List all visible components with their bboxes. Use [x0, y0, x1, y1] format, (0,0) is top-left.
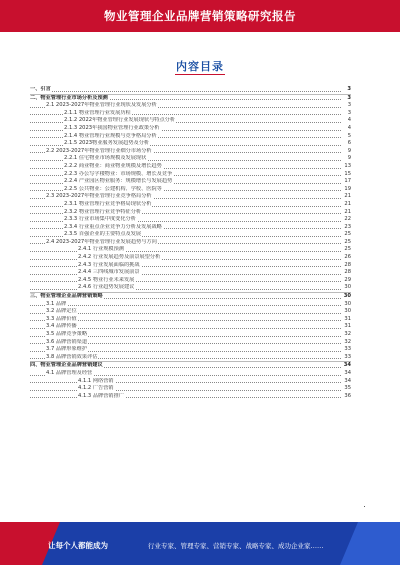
toc-entry[interactable]	[30, 231, 351, 239]
toc-entry-label: 4.1 品牌管理及经营	[46, 369, 93, 376]
toc-entry-page: 31	[342, 316, 351, 324]
toc-entry-label: 2.2.3 办公写字楼物业：市场规模、增长及竞争	[64, 170, 173, 177]
toc-entry-page: 32	[342, 331, 351, 339]
toc-entry-page: 25	[342, 239, 351, 247]
toc-entry[interactable]	[30, 292, 351, 301]
toc-entry-page: 13	[342, 163, 351, 171]
toc-entry-label: 2.4.2 行业发展趋势及前景展望分析	[78, 254, 161, 261]
toc-entry-label: 2.1 2023-2027年物业管理行业现状及发展分析	[46, 102, 157, 109]
toc-entry[interactable]	[30, 284, 351, 292]
toc-entry[interactable]	[30, 110, 351, 118]
toc-entry-page: 22	[342, 216, 351, 224]
toc-entry-label: 2.2.1 住宅物业市场规模及发展现状	[64, 155, 147, 162]
toc-entry-label: 2.3 2023-2027年物业管理行业竞争格局分析	[46, 193, 152, 200]
toc-entry-page: 34	[342, 378, 351, 386]
toc-entry-page: 33	[342, 354, 351, 362]
toc-leader-dots	[30, 390, 341, 391]
footer-roles: 行业专家、管理专家、营销专家、战略专家、成功企业家……	[148, 542, 324, 550]
toc-entry[interactable]	[30, 171, 351, 179]
toc-entry-label: 4.1.3 品牌营销推广	[78, 392, 124, 399]
toc-leader-dots	[30, 397, 341, 398]
toc-entry-page: 9	[342, 155, 351, 163]
toc-entry-label: 2.4.5 物业行业未来发展	[78, 276, 135, 283]
toc-entry-page: 21	[342, 209, 351, 217]
toc-entry-page: 30	[342, 308, 351, 316]
toc-entry[interactable]	[30, 331, 351, 339]
toc-entry-label: 2.2 2023-2027年物业管理行业细分市场分析	[46, 147, 152, 154]
toc-entry-label: 2.4 2023-2027年物业管理行业发展趋势与方向	[46, 238, 157, 245]
toc-entry-page: 6	[342, 140, 351, 148]
toc-leader-dots	[30, 274, 341, 275]
toc-entry-page: 3	[342, 102, 351, 110]
toc-entry-label: 2.4.4 三四线城市发展前景	[78, 269, 140, 276]
toc-entry[interactable]	[30, 155, 351, 163]
toc-entry-page: 30	[342, 284, 351, 292]
toc-entry[interactable]	[30, 346, 351, 354]
toc-entry[interactable]	[30, 216, 351, 224]
toc-entry-label: 2.3.4 行业重点企业竞争力分析及发展战略	[64, 223, 162, 230]
toc-entry-page: 25	[342, 246, 351, 254]
toc-entry[interactable]	[30, 254, 351, 262]
toc-entry[interactable]	[30, 133, 351, 141]
toc-entry-label: 2.3.1 物业管理行业竞争格局现状分析	[64, 200, 152, 207]
footer-slogan: 让每个人都能成为	[48, 541, 108, 550]
toc-entry-page: 34	[343, 362, 351, 369]
toc-entry-label: 3.4 品牌传播	[46, 323, 77, 330]
footer-accent-right	[340, 522, 400, 565]
toc-entry-label: 2.2.5 公共物业：公建机构、学校、医院等	[64, 185, 162, 192]
toc-entry-label: 四、物业管理企业品牌营销建议	[30, 362, 103, 369]
toc-entry-page: 5	[342, 133, 351, 141]
toc-entry[interactable]	[30, 370, 351, 378]
toc-entry-page: 23	[342, 224, 351, 232]
toc-entry[interactable]	[30, 163, 351, 171]
toc-entry-label: 2.3.5 百强企业的主要特点及发展	[64, 231, 142, 238]
toc-entry-label: 二、物业管理行业市场分析及预测	[30, 94, 108, 101]
toc-entry-label: 2.4.6 行业趋势发展建议	[78, 284, 135, 291]
toc-entry-label: 3.1 品牌	[46, 300, 67, 307]
toc-entry[interactable]	[30, 354, 351, 362]
toc-entry[interactable]	[30, 378, 351, 386]
toc-entry-label: 3.7 品牌形象维护	[46, 346, 88, 353]
toc-entry-page: 17	[342, 178, 351, 186]
toc-entry-page: 36	[342, 393, 351, 401]
toc-entry-page: 32	[342, 339, 351, 347]
toc-entry-page: 3	[342, 86, 351, 94]
toc-entry[interactable]	[30, 94, 351, 103]
toc-entry[interactable]	[30, 102, 351, 110]
toc-entry-page: 33	[342, 346, 351, 354]
toc-entry[interactable]	[30, 301, 351, 309]
toc-entry-page: 15	[342, 171, 351, 179]
toc-entry[interactable]	[30, 323, 351, 331]
toc-entry-label: 4.1.2 广告营销	[78, 385, 114, 392]
toc-title: 内容目录	[176, 60, 224, 73]
toc-entry-page: 3	[342, 95, 351, 103]
toc-entry-page: 9	[342, 148, 351, 156]
toc-entry-page: 3	[342, 110, 351, 118]
toc-leader-dots	[30, 251, 341, 252]
toc-title-underline	[175, 74, 225, 75]
toc-entry[interactable]	[30, 262, 351, 270]
toc-leader-dots	[30, 266, 341, 267]
toc-entry-page: 25	[342, 231, 351, 239]
toc-entry[interactable]	[30, 86, 351, 94]
toc-entry-label: 2.4.3 行业发展面临的挑战	[78, 261, 140, 268]
toc-entry-page: 30	[342, 301, 351, 309]
toc-entry-page: 31	[342, 323, 351, 331]
toc-entry-page: 30	[343, 293, 351, 300]
toc-entry-page: 29	[342, 277, 351, 285]
toc-entry-page: 21	[342, 193, 351, 201]
toc-entry[interactable]	[30, 277, 351, 285]
toc-entry-page: 21	[342, 201, 351, 209]
toc-entry[interactable]	[30, 193, 351, 201]
toc-entry[interactable]	[30, 209, 351, 217]
toc-entry[interactable]	[30, 239, 351, 247]
toc-entry-label: 一、引言	[30, 86, 51, 92]
toc-entry-label: 3.2 品牌定位	[46, 308, 77, 315]
toc-entry-label: 3.5 品牌竞争策略	[46, 331, 88, 337]
report-title: 物业管理企业品牌营销策略研究报告	[104, 9, 296, 23]
toc-leader-dots	[30, 281, 341, 282]
toc-entry[interactable]	[30, 339, 351, 347]
toc-entry-label: 3.3 品牌价值	[46, 315, 77, 322]
toc-entry-label: 2.1.5 2023物业服务发展趋势及分析	[64, 140, 150, 147]
toc-leader-dots	[30, 382, 341, 383]
toc-entry-label: 2.4.1 行业规模预测	[78, 246, 124, 253]
toc-entry-page: 4	[342, 125, 351, 133]
toc-leader-dots	[30, 259, 341, 260]
toc-entry-page: 34	[342, 370, 351, 378]
toc-entry-page: 35	[342, 385, 351, 393]
toc-entry-label: 2.1.3 2023年我国物业管理行业政策分析	[64, 124, 160, 131]
report-header	[0, 0, 400, 32]
toc-entry-label: 2.1.1 物业管理行业发展历程	[64, 109, 131, 116]
toc-entry-page: 26	[342, 254, 351, 262]
page-marker	[364, 506, 365, 507]
toc-entry[interactable]	[30, 125, 351, 133]
toc-entry[interactable]	[30, 246, 351, 254]
toc-leader-dots	[30, 91, 341, 92]
toc-entry-page: 4	[342, 117, 351, 125]
toc-entry[interactable]	[30, 148, 351, 156]
toc-entry[interactable]	[30, 224, 351, 232]
toc-entry-label: 3.8 品牌营销效果评估	[46, 353, 98, 360]
toc-entry-page: 19	[342, 186, 351, 194]
table-of-contents	[30, 86, 351, 400]
toc-entry-label: 2.3.2 物业管理行业竞争特征分析	[64, 208, 142, 215]
toc-entry[interactable]	[30, 140, 351, 148]
toc-entry[interactable]	[30, 117, 351, 125]
toc-entry[interactable]	[30, 201, 351, 209]
toc-entry-label: 三、物业管理企业品牌营销策略	[30, 293, 103, 300]
toc-leader-dots	[30, 305, 341, 306]
toc-entry-label: 3.6 品牌营销渠道	[46, 338, 88, 345]
toc-entry[interactable]	[30, 361, 351, 370]
toc-entry[interactable]	[30, 393, 351, 401]
toc-entry-page: 28	[342, 269, 351, 277]
toc-entry-label: 2.2.2 商业物业：商业物业规模及增长趋势	[64, 162, 162, 169]
toc-entry-label: 2.2.4 产业园区物业服务：规模增长与发展趋势	[64, 178, 173, 185]
toc-entry-label: 2.1.4 物业管理行业规模与竞争格局分析	[64, 132, 157, 139]
toc-entry[interactable]	[30, 316, 351, 324]
toc-leader-dots	[30, 289, 341, 290]
toc-entry[interactable]	[30, 178, 351, 186]
toc-entry-label: 2.1.2 2022年物业管理行业发展现状与特点分析	[64, 117, 176, 124]
toc-entry-page: 28	[342, 262, 351, 270]
toc-entry[interactable]	[30, 186, 351, 194]
toc-entry-label: 2.3.3 行业市场集中度变化分析	[64, 216, 136, 223]
footer-banner	[0, 522, 400, 565]
toc-entry-label: 4.1.1 网络营销	[78, 377, 114, 384]
toc-entry[interactable]	[30, 385, 351, 393]
toc-entry[interactable]	[30, 308, 351, 316]
toc-entry[interactable]	[30, 269, 351, 277]
